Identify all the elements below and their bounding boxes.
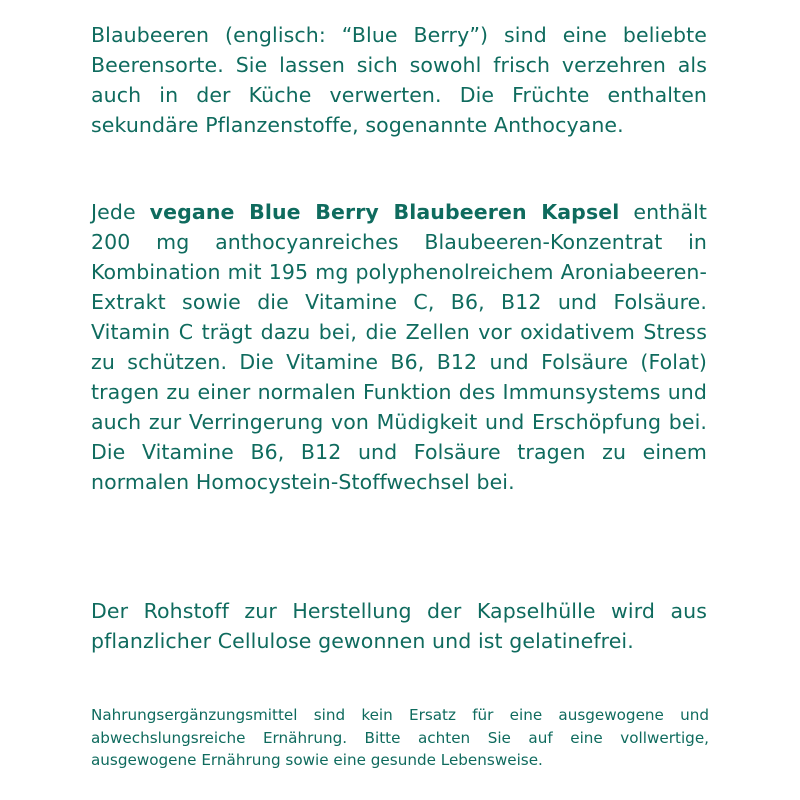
intro-paragraph: Blaubeeren (englisch: “Blue Berry”) sind eine beliebte Beerensorte. Sie lassen sich sowohl frisch verzehren als auch in der Küche verwerten. Die Früchte enthalten sekundäre Pflanzenstoffe, sogenannte Anthocyane. [91,23,707,137]
capsule-shell-paragraph: Der Rohstoff zur Herstellung der Kapselhülle wird aus pflanzlicher Cellulose gewonnen und ist gelatinefrei. [91,599,707,653]
capsule-paragraph [91,197,707,497]
capsule-lead: Jede [91,200,150,224]
capsule-body: enthält 200 mg anthocyanreiches Blaubeeren-Konzentrat in Kombination mit 195 mg polyphenolreichem Aroniabeeren-Extrakt sowie die Vitamine C, B6, B12 und Folsäure. Vitamin C trägt dazu bei, die Zellen vor oxidativem Stress zu schützen. Die Vitamine B6, B12 und Folsäure (Folat) tragen zu einer normalen Funktion des Immunsystems und auch zur Verringerung von Müdigkeit und Erschöpfung bei. Die Vitamine B6, B12 und Folsäure tragen zu einem normalen Homocystein-Stoffwechsel bei. [91,200,707,494]
disclaimer-note: Nahrungsergänzungsmittel sind kein Ersatz für eine ausgewogene und abwechslungsreiche Ernährung. Bitte achten Sie auf eine vollwertige, ausgewogene Ernährung sowie eine gesunde Lebensweise. [91,706,709,769]
capsule-product-name: vegane Blue Berry Blaubeeren Kapsel [149,200,620,224]
